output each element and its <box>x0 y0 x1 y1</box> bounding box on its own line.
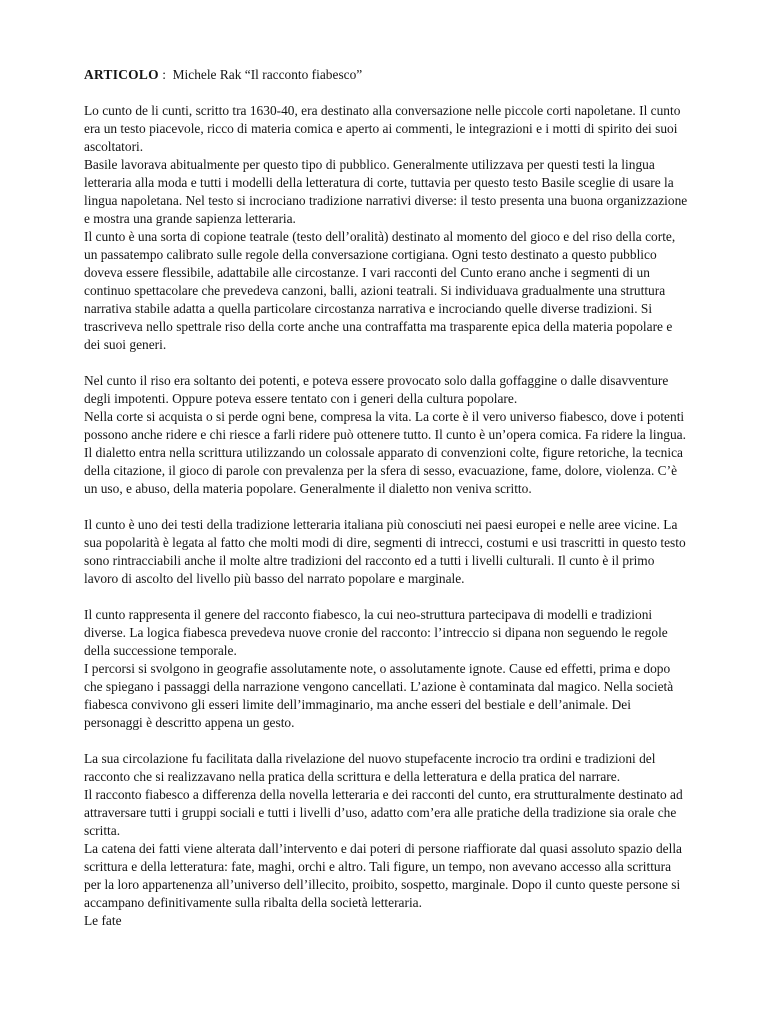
article-title: Michele Rak “Il racconto fiabesco” <box>172 67 363 82</box>
article-body <box>84 66 688 948</box>
paragraph: La sua circolazione fu facilitata dalla rivelazione del nuovo stupefacente incrocio tra ordini e tradizioni del racconto che si realizzavano nella pratica della scrittura e della letteratura e della pratica del narrare. <box>84 751 656 784</box>
paragraph: Il cunto rappresenta il genere del racconto fiabesco, la cui neo-struttura partecipava di modelli e tradizioni diverse. La logica fiabesca prevedeva nuove cronie del racconto: l’intreccio si dipana non seguendo le regole della successione temporale. <box>84 607 668 658</box>
section-2 <box>84 372 688 498</box>
paragraph: Nella corte si acquista o si perde ogni bene, compresa la vita. La corte è il vero universo fiabesco, dove i potenti possono anche ridere e chi riesce a farli ridere può ottenere tutto. Il cunto è un’opera comica. Fa ridere la lingua. Il dialetto entra nella scrittura utilizzando un colossale apparato di convenzioni colte, figure retoriche, la tecnica della citazione, il gioco di parole con prevalenza per la sfera di sesso, evacuazione, fame, dolore, violenza. C’è un uso, e abuso, della materia popolare. Generalmente il dialetto non veniva scritto. <box>84 409 686 496</box>
paragraph: Il racconto fiabesco a differenza della novella letteraria e dei racconti del cunto, era strutturalmente destinato ad attraversare tutti i gruppi sociali e tutti i livelli d’uso, adatto com’era alle pratiche della tradizione sia orale che scritta. <box>84 787 683 838</box>
section-4 <box>84 606 688 732</box>
paragraph: I percorsi si svolgono in geografie assolutamente note, o assolutamente ignote. Cause ed effetti, prima e dopo che spiegano i passaggi della narrazione vengono cancellati. L’azione è contaminata dal magico. Nella società fiabesca convivono gli esseri limite dell’immaginario, ma anche esseri del bestiale e dell’animale. Dei personaggi è descritto appena un gesto. <box>84 661 674 730</box>
paragraph: Le fate <box>84 913 122 928</box>
section-1 <box>84 102 688 354</box>
section-5 <box>84 750 688 930</box>
paragraph: Nel cunto il riso era soltanto dei potenti, e poteva essere provocato solo dalla goffaggine o dalle disavventure degli impotenti. Oppure poteva essere tentato con i generi della cultura popolare. <box>84 373 669 406</box>
paragraph: Il cunto è una sorta di copione teatrale (testo dell’oralità) destinato al momento del gioco e del riso della corte, un passatempo calibrato sulle regole della conversazione cortigiana. Ogni testo destinato a questo pubblico doveva essere flessibile, adattabile alle circostanze. I vari racconti del Cunto erano anche i segmenti di un continuo spettacolare che prevedeva canzoni, balli, azioni teatrali. Si individuava gradualmente una struttura narrativa stabile adatta a quella particolare circostanza narrativa e incrociando quelle diverse tradizioni. Si trascriveva nello spettrale riso della corte anche una contraffatta ma trasparente epica della materia popolare e dei suoi generi. <box>84 229 676 352</box>
section-3 <box>84 516 688 588</box>
heading-separator: : <box>158 67 173 82</box>
paragraph: Basile lavorava abitualmente per questo tipo di pubblico. Generalmente utilizzava per questi testi la lingua letteraria alla moda e tutti i modelli della letteratura di corte, tuttavia per questo testo Basile sceglie di usare la lingua napoletana. Nel testo si incrociano tradizione narrativi diverse: il testo presenta una buona organizzazione e mostra una grande sapienza letteraria. <box>84 157 688 226</box>
article-label: ARTICOLO <box>84 67 159 82</box>
paragraph: La catena dei fatti viene alterata dall’intervento e dai poteri di persone riaffiorate dal quasi assoluto spazio della scrittura e della letteratura: fate, maghi, orchi e altro. Tali figure, un tempo, non avevano accesso alla scrittura per la loro appartenenza all’universo dell’illecito, proibito, sospetto, marginale. Dopo il cunto queste persone si accampano definitivamente sulla ribalta della società letteraria. <box>84 841 682 910</box>
paragraph: Lo cunto de li cunti, scritto tra 1630-40, era destinato alla conversazione nelle piccole corti napoletane. Il cunto era un testo piacevole, ricco di materia comica e aperto ai commenti, le integrazioni e i motti di spirito dei suoi ascoltatori. <box>84 103 681 154</box>
article-heading <box>84 66 688 84</box>
paragraph: Il cunto è uno dei testi della tradizione letteraria italiana più conosciuti nei paesi europei e nelle aree vicine. La sua popolarità è legata al fatto che molti modi di dire, segmenti di intrecci, costumi e usi trascritti in questo testo sono rintracciabili anche il molte altre tradizioni del racconto ed a tutti i livelli culturali. Il cunto è il primo lavoro di ascolto del livello più basso del narrato popolare e marginale. <box>84 517 686 586</box>
